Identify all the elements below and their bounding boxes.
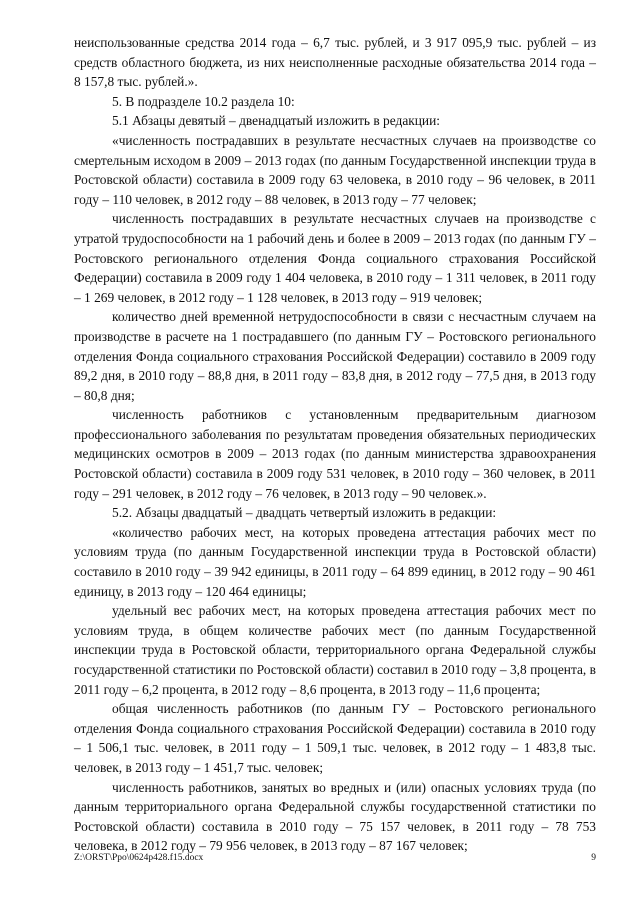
paragraph-occupational-disease: численность работников с установленным предварительным диагнозом профессионального заболевания по результатам проведения обязательных периодических медицинских осмотров в 2009 – 2013 годах (по данным министерства здравоохранения Ростовской области) составила в 2009 году 531 человек, в 2010 году – 360 человек, в 2011 году – 291 человек, в 2012 году – 76 человек, в 2013 году – 90 человек.». [74,407,596,501]
paragraph-item-5-2: 5.2. Абзацы двадцатый – двадцать четвертый изложить в редакции: [112,505,497,521]
paragraph-total-employees: общая численность работников (по данным ГУ – Ростовского регионального отделения Фонда социального страхования Российской Федерации) составила в 2010 году – 1 506,1 тыс. человек, в 2011 году – 1 509,1 тыс. человек, в 2012 году – 1 483,8 тыс. человек, в 2013 году – 1 451,7 тыс. человек; [74,701,596,775]
paragraph-disability-accidents: численность пострадавших в результате несчастных случаев на производстве с утратой трудоспособности на 1 рабочий день и более в 2009 – 2013 годах (по данным ГУ – Ростовского регионального отделения Фонда социального страхования Российской Федерации) составила в 2009 году 1 404 человека, в 2010 году – 1 311 человек, в 2011 году – 1 269 человек, в 2012 году – 1 128 человек, в 2013 году – 919 человек; [74,211,596,305]
page-footer [74,852,596,864]
document-body [74,33,596,856]
paragraph-workplaces-certified: «количество рабочих мест, на которых проведена аттестация рабочих мест по условиям труда (по данным Государственной инспекции труда в Ростовской области) составило в 2010 году – 39 942 единицы, в 2011 году – 64 899 единиц, в 2012 году – 90 461 единицу, в 2013 году – 120 464 единицы; [74,524,596,599]
paragraph-section-5: 5. В подразделе 10.2 раздела 10: [112,93,295,109]
paragraph-workplaces-share: удельный вес рабочих мест, на которых проведена аттестация рабочих мест по условиям труда, в общем количестве рабочих мест (по данным Государственной инспекции труда в Ростовской области, территориального органа Федеральной службы государственной статистики по Ростовской области) составил в 2010 году – 3,8 процента, в 2011 году – 6,2 процента, в 2012 году – 8,6 процента, в 2013 году – 11,6 процента; [74,603,596,697]
page-number: 9 [591,853,596,863]
paragraph-hazardous-employees: численность работников, занятых во вредных и (или) опасных условиях труда (по данным территориального органа Федеральной службы государственной статистики по Ростовской области) составила в 2010 году – 75 157 человек, в 2011 году – 78 753 человека, в 2012 году – 79 956 человек, в 2013 году – 87 167 человек; [74,779,596,854]
footer-file-path: Z:\ORST\Ppo\0624p428.f15.docx [74,853,204,863]
paragraph-item-5-1: 5.1 Абзацы девятый – двенадцатый изложить в редакции: [112,113,440,129]
paragraph-continuation: неиспользованные средства 2014 года – 6,7 тыс. рублей, и 3 917 095,9 тыс. рублей – из средств областного бюджета, из них неисполненные расходные обязательства 2014 года – 8 157,8 тыс. рублей.». [74,35,596,90]
paragraph-fatal-accidents: «численность пострадавших в результате несчастных случаев на производстве со смертельным исходом в 2009 – 2013 годах (по данным Государственной инспекции труда в Ростовской области) составила в 2009 году 63 человека, в 2010 году – 96 человек, в 2011 году – 110 человек, в 2012 году – 88 человек, в 2013 году – 77 человек; [74,132,596,207]
paragraph-sick-days: количество дней временной нетрудоспособности в связи с несчастным случаем на производстве в расчете на 1 пострадавшего (по данным ГУ – Ростовского регионального отделения Фонда социального страхования Российской Федерации) составило в 2009 году 89,2 дня, в 2010 году – 88,8 дня, в 2011 году – 83,8 дня, в 2012 году – 77,5 дня, в 2013 году – 80,8 дня; [74,309,596,403]
